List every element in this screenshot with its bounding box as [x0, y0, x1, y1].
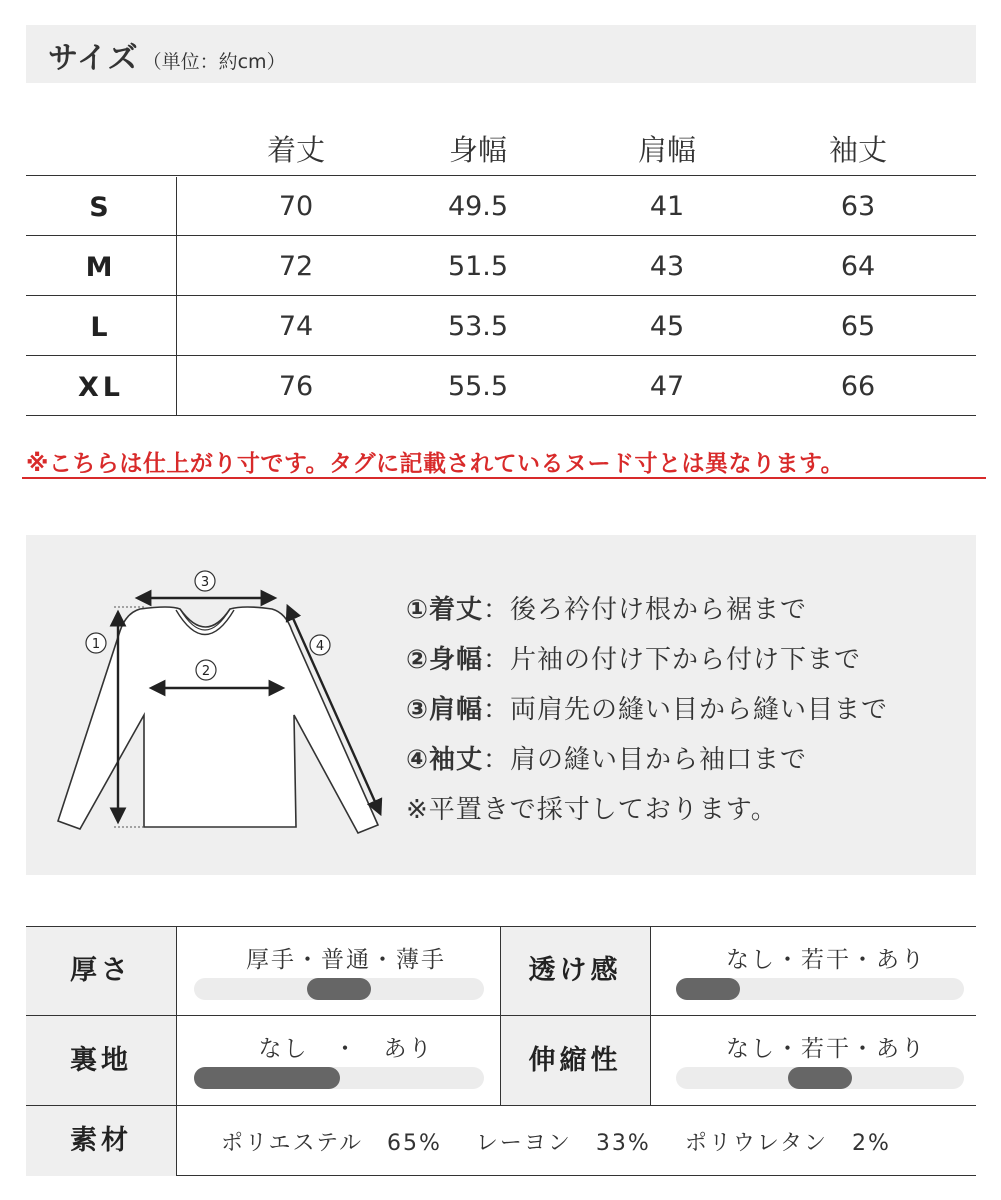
thickness-scale: [194, 978, 484, 1000]
measurement-guide: [26, 535, 976, 875]
attribute-label-material: 素材: [26, 1106, 176, 1176]
attribute-table: [26, 926, 976, 1176]
table-cell: 41: [649, 191, 685, 222]
column-divider: [176, 927, 177, 1176]
material-item: ポリエステル 65%: [221, 1131, 442, 1156]
marker-3: [195, 571, 215, 591]
definition-item: ④袖丈：肩の縫い目から袖口まで: [406, 745, 808, 775]
material-item: レーヨン 33%: [475, 1131, 651, 1156]
notice-text: ※こちらは仕上がり寸です。タグに記載されているヌード寸とは異なります。: [26, 451, 845, 477]
stretch-scale: [676, 1067, 964, 1089]
attribute-label-lining: 裏地: [26, 1016, 176, 1105]
table-row: [26, 236, 976, 296]
table-cell: 51.5: [447, 251, 509, 282]
table-cell: 47: [649, 371, 685, 402]
attribute-options-thickness: 厚手・普通・薄手: [246, 947, 446, 973]
title-text: サイズ: [48, 41, 139, 76]
column-header-width: 身幅: [448, 133, 507, 167]
svg-text:1: 1: [91, 637, 101, 652]
definition-item: ②身幅：片袖の付け下から付け下まで: [406, 645, 862, 675]
column-divider: [500, 927, 501, 1106]
svg-text:2: 2: [201, 664, 211, 679]
table-cell: 76: [278, 371, 314, 402]
header-bar: [26, 25, 976, 83]
table-cell: 53.5: [447, 311, 509, 342]
table-cell: 64: [840, 251, 876, 282]
table-row: [26, 176, 976, 236]
table-cell: 66: [840, 371, 876, 402]
definition-item: ①着丈：後ろ衿付け根から裾まで: [406, 595, 808, 625]
garment-diagram: [48, 565, 388, 845]
attribute-options-lining: なし ・ あり: [258, 1036, 434, 1062]
attribute-options-stretch: なし・若干・あり: [726, 1036, 926, 1062]
column-header-sleeve: 袖丈: [828, 133, 887, 167]
sheerness-indicator: [676, 978, 740, 1000]
sheerness-scale: [676, 978, 964, 1000]
measurement-note: ※平置きで採寸しております。: [406, 795, 778, 825]
measurement-definitions: [406, 585, 888, 835]
size-label: M: [85, 252, 117, 283]
table-cell: 55.5: [447, 371, 509, 402]
column-header-shoulder: 肩幅: [637, 133, 696, 167]
table-cell: 74: [278, 311, 314, 342]
size-label: S: [89, 192, 113, 223]
unit-text: （単位：約cm）: [142, 51, 286, 73]
lining-scale: [194, 1067, 484, 1089]
column-divider: [650, 927, 651, 1106]
table-cell: 70: [278, 191, 314, 222]
lining-indicator: [194, 1067, 340, 1089]
table-cell: 72: [278, 251, 314, 282]
attribute-row: [26, 927, 976, 1016]
material-item: ポリウレタン 2%: [684, 1131, 891, 1156]
stretch-indicator: [788, 1067, 852, 1089]
attribute-row: [26, 1016, 976, 1106]
table-cell: 63: [840, 191, 876, 222]
table-cell: 65: [840, 311, 876, 342]
column-header-length: 着丈: [266, 133, 325, 167]
svg-text:4: 4: [315, 639, 325, 654]
notice-underline: [22, 477, 986, 479]
attribute-label-sheerness: 透け感: [500, 927, 650, 1015]
svg-text:3: 3: [200, 575, 210, 590]
table-cell: 45: [649, 311, 685, 342]
table-cell: 43: [649, 251, 685, 282]
size-label: L: [90, 312, 112, 343]
size-table: [26, 112, 976, 416]
table-row: [26, 296, 976, 356]
definition-item: ③肩幅：両肩先の縫い目から縫い目まで: [406, 695, 889, 725]
size-label: XL: [77, 372, 125, 403]
attribute-label-thickness: 厚さ: [26, 927, 176, 1015]
attribute-label-stretch: 伸縮性: [500, 1016, 650, 1105]
table-row: [26, 356, 976, 416]
attribute-row: [26, 1106, 976, 1176]
attribute-options-sheerness: なし・若干・あり: [726, 947, 926, 973]
size-table-header: [26, 112, 976, 176]
page-title: [48, 33, 286, 77]
table-cell: 49.5: [447, 191, 509, 222]
marker-4: [310, 635, 330, 655]
marker-1: [86, 633, 106, 653]
material-composition: [221, 1126, 925, 1157]
marker-2: [196, 660, 216, 680]
thickness-indicator: [307, 978, 371, 1000]
